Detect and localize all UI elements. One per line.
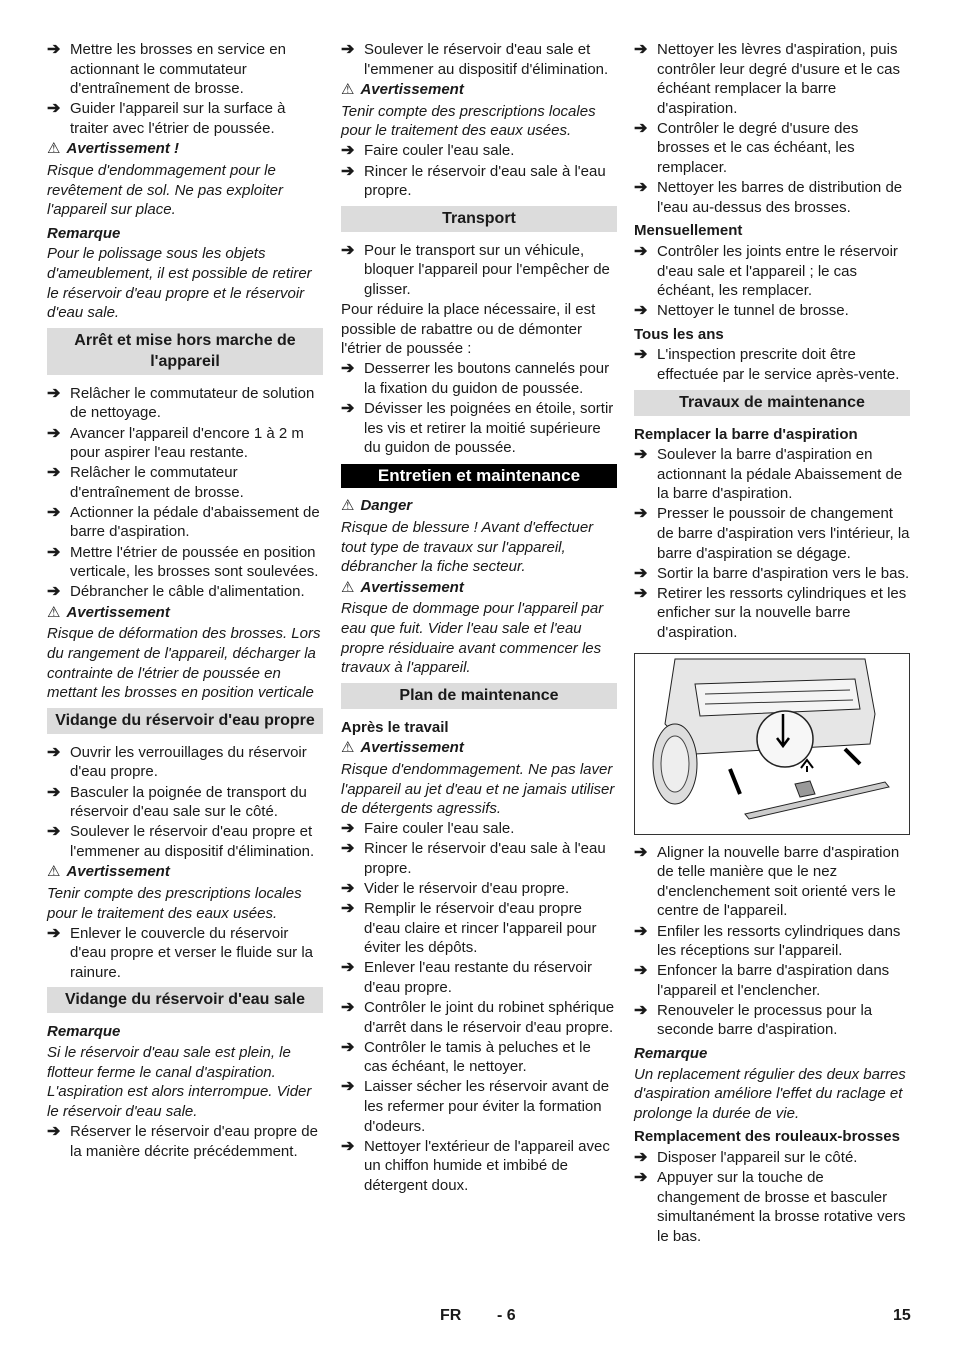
arrow-right-icon: ➔ [634, 922, 648, 940]
step-text: Nettoyer les barres de distribution de l'eau au-dessus des brosses. [657, 179, 903, 216]
instruction-step [634, 1168, 910, 1246]
warning-heading [341, 496, 617, 516]
instruction-step [47, 40, 323, 99]
arrow-right-icon: ➔ [341, 999, 355, 1017]
instruction-step [341, 998, 617, 1037]
step-text: Soulever la barre d'aspiration en actionnant la pédale Abaissement de la barre d'aspiration. [657, 446, 903, 503]
instruction-step [341, 241, 617, 300]
step-text: Basculer la poignée de transport du réservoir d'eau sale sur le côté. [70, 783, 307, 821]
warning-triangle-icon: ⚠ [341, 81, 355, 99]
arrow-right-icon: ➔ [341, 1137, 355, 1155]
warning-heading [47, 603, 323, 623]
arrow-right-icon: ➔ [634, 119, 648, 137]
instruction-step [341, 399, 617, 458]
arrow-right-icon: ➔ [634, 302, 648, 320]
step-text: Dévisser les poignées en étoile, sortir les vis et retirer la moitié supérieure du guidon de poussée. [364, 400, 614, 457]
arrow-right-icon: ➔ [634, 564, 648, 582]
arrow-right-icon: ➔ [341, 41, 355, 58]
arrow-right-icon: ➔ [634, 1001, 648, 1019]
footer-page-number: 15 [893, 1307, 911, 1324]
italic-note: Risque de blessure ! Avant d'effectuer tout type de travaux sur l'appareil, débrancher la fiche secteur. [341, 518, 594, 576]
step-text: Actionner la pédale d'abaissement de barre d'aspiration. [70, 503, 320, 541]
instruction-step [341, 1137, 617, 1196]
italic-note: Si le réservoir d'eau sale est plein, le flotteur ferme le canal d'aspiration. L'aspiration est alors interrompue. Vider le réservoir d'eau sale. [47, 1044, 312, 1120]
instruction-step [47, 543, 323, 582]
instruction-step [47, 822, 323, 861]
step-text: Retirer les ressorts cylindriques et les enficher sur la nouvelle barre d'aspiration. [657, 584, 907, 642]
section-heading: Transport [341, 206, 617, 232]
instruction-step [341, 879, 617, 899]
instruction-step [634, 843, 910, 921]
instruction-step [47, 1122, 323, 1161]
arrow-right-icon: ➔ [341, 400, 355, 417]
subheading: Après le travail [341, 718, 449, 736]
step-text: Faire couler l'eau sale. [364, 820, 515, 838]
warning-heading [341, 80, 617, 100]
instruction-step [634, 345, 910, 384]
step-text: Mettre les brosses en service en actionnant le commutateur d'entraînement de brosse. [70, 41, 286, 98]
arrow-right-icon: ➔ [47, 743, 61, 761]
arrow-right-icon: ➔ [634, 1149, 648, 1167]
warning-triangle-icon: ⚠ [341, 739, 355, 757]
italic-note: Tenir compte des prescriptions locales pour le traitement des eaux usées. [47, 884, 302, 922]
section-heading: Vidange du réservoir d'eau propre [47, 708, 323, 734]
arrow-right-icon: ➔ [341, 900, 355, 918]
instruction-step [47, 783, 323, 822]
italic-note: Risque de déformation des brosses. Lors du rangement de l'appareil, décharger la contrainte de l'étrier de poussée en mettant les brosses en position verticale [47, 625, 321, 702]
arrow-right-icon: ➔ [47, 1122, 61, 1140]
arrow-right-icon: ➔ [634, 505, 648, 523]
instruction-step [47, 582, 323, 602]
arrow-right-icon: ➔ [47, 583, 61, 601]
warning-triangle-icon: ⚠ [47, 863, 61, 881]
arrow-right-icon: ➔ [341, 840, 355, 858]
arrow-right-icon: ➔ [341, 142, 355, 160]
italic-note: Risque d'endommagement. Ne pas laver l'appareil au jet d'eau et ne jamais utiliser de détergents agressifs. [341, 760, 615, 818]
step-text: Débrancher le câble d'alimentation. [70, 583, 305, 601]
figure [634, 653, 910, 835]
instruction-step [47, 924, 323, 983]
step-text: Vider le réservoir d'eau propre. [364, 879, 570, 897]
arrow-right-icon: ➔ [47, 924, 61, 942]
section-heading: Vidange du réservoir d'eau sale [47, 987, 323, 1013]
instruction-step [47, 99, 323, 138]
step-text: Faire couler l'eau sale. [364, 142, 515, 160]
remark-heading: Remarque [47, 1023, 121, 1041]
arrow-right-icon: ➔ [634, 179, 648, 197]
instruction-step [341, 1038, 617, 1077]
arrow-right-icon: ➔ [47, 823, 61, 841]
warning-heading [341, 578, 617, 598]
warning-label: Avertissement [360, 739, 464, 757]
arrow-right-icon: ➔ [47, 503, 61, 521]
arrow-right-icon: ➔ [47, 424, 61, 442]
column-2 [341, 40, 617, 1196]
step-text: Rincer le réservoir d'eau sale à l'eau propre. [364, 840, 606, 877]
warning-triangle-icon: ⚠ [47, 140, 61, 158]
instruction-step [634, 178, 910, 217]
arrow-right-icon: ➔ [341, 1038, 355, 1056]
warning-label: Danger [360, 497, 413, 515]
arrow-right-icon: ➔ [634, 242, 648, 260]
instruction-step [634, 119, 910, 178]
step-text: Appuyer sur la touche de changement de brosse et basculer simultanément la brosse rotative vers le bas. [657, 1169, 906, 1245]
subheading: Mensuellement [634, 222, 743, 240]
step-text: Mettre l'étrier de poussée en position verticale, les brosses sont soulevées. [70, 543, 319, 581]
step-text: Sortir la barre d'aspiration vers le bas. [657, 564, 910, 582]
instruction-step [341, 162, 617, 201]
step-text: Contrôler le degré d'usure des brosses et le cas échéant, les remplacer. [657, 119, 859, 177]
arrow-right-icon: ➔ [47, 41, 61, 58]
step-text: Ouvrir les verrouillages du réservoir d'eau propre. [70, 743, 307, 781]
step-text: Remplir le réservoir d'eau propre d'eau claire et rincer l'appareil pour éviter les dépôts. [364, 900, 597, 957]
arrow-right-icon: ➔ [634, 446, 648, 464]
step-text: Contrôler le tamis à peluches et le cas échéant, le nettoyer. [364, 1038, 591, 1076]
arrow-right-icon: ➔ [47, 100, 61, 118]
arrow-right-icon: ➔ [634, 584, 648, 602]
step-text: Aligner la nouvelle barre d'aspiration de telle manière que le nez d'enclenchement soit orienté vers le centre de l'appareil. [657, 843, 900, 920]
instruction-step [634, 504, 910, 563]
step-text: Nettoyer l'extérieur de l'appareil avec un chiffon humide et imbibé de détergent doux. [364, 1137, 610, 1194]
step-text: Contrôler les joints entre le réservoir d'eau sale et l'appareil ; le cas échéant, les remplacer. [657, 242, 898, 300]
remark-heading: Remarque [47, 224, 121, 242]
arrow-right-icon: ➔ [634, 962, 648, 980]
instruction-step [341, 958, 617, 997]
warning-heading [341, 738, 617, 758]
step-text: Guider l'appareil sur la surface à traiter avec l'étrier de poussée. [70, 100, 286, 137]
step-text: L'inspection prescrite doit être effectuée par le service après-vente. [657, 346, 900, 383]
step-text: Soulever le réservoir d'eau sale et l'emmener au dispositif d'élimination. [364, 41, 609, 78]
instruction-step [634, 242, 910, 301]
instruction-step [47, 503, 323, 542]
step-text: Desserrer les boutons cannelés pour la fixation du guidon de poussée. [364, 360, 610, 397]
instruction-step [47, 384, 323, 423]
column-1 [47, 40, 323, 1162]
instruction-step [634, 301, 910, 321]
step-text: Enlever l'eau restante du réservoir d'eau propre. [364, 959, 592, 996]
instruction-step [341, 141, 617, 161]
arrow-right-icon: ➔ [341, 1078, 355, 1096]
remark-heading: Remarque [634, 1045, 708, 1063]
arrow-right-icon: ➔ [634, 843, 648, 861]
instruction-step [634, 564, 910, 584]
step-text: Pour le transport sur un véhicule, bloquer l'appareil pour l'empêcher de glisser. [364, 241, 610, 298]
instruction-step [634, 445, 910, 504]
subheading: Tous les ans [634, 325, 724, 343]
arrow-right-icon: ➔ [341, 820, 355, 838]
step-text: Réserver le réservoir d'eau propre de la manière décrite précédemment. [70, 1122, 318, 1160]
subheading: Remplacer la barre d'aspiration [634, 425, 858, 443]
step-text: Nettoyer le tunnel de brosse. [657, 302, 849, 320]
step-text: Enfiler les ressorts cylindriques dans les réceptions sur l'appareil. [657, 922, 901, 960]
section-heading: Travaux de maintenance [634, 390, 910, 416]
instruction-step [634, 1148, 910, 1168]
warning-heading [47, 139, 323, 159]
step-text: Disposer l'appareil sur le côté. [657, 1149, 858, 1167]
arrow-right-icon: ➔ [634, 41, 648, 58]
italic-note: Tenir compte des prescriptions locales pour le traitement des eaux usées. [341, 102, 596, 140]
instruction-step [47, 743, 323, 782]
step-text: Soulever le réservoir d'eau propre et l'emmener au dispositif d'élimination. [70, 823, 315, 860]
arrow-right-icon: ➔ [47, 384, 61, 402]
italic-note: Risque d'endommagement pour le revêtement de sol. Ne pas exploiter l'appareil sur place. [47, 162, 283, 219]
warning-label: Avertissement [66, 863, 170, 881]
step-text: Rincer le réservoir d'eau sale à l'eau propre. [364, 162, 606, 200]
arrow-right-icon: ➔ [341, 959, 355, 977]
instruction-step [634, 40, 910, 118]
step-text: Relâcher le commutateur d'entraînement de brosse. [70, 464, 244, 501]
warning-heading [47, 862, 323, 882]
warning-triangle-icon: ⚠ [47, 603, 61, 621]
instruction-step [634, 922, 910, 961]
warning-label: Avertissement ! [66, 140, 179, 158]
instruction-step [634, 961, 910, 1000]
warning-label: Avertissement [360, 81, 464, 99]
chapter-heading: Entretien et maintenance [341, 464, 617, 489]
arrow-right-icon: ➔ [634, 346, 648, 364]
arrow-right-icon: ➔ [634, 1169, 648, 1187]
italic-note: Un replacement régulier des deux barres d'aspiration améliore l'effet du raclage et prolonge la durée de vie. [634, 1065, 906, 1122]
instruction-step [341, 359, 617, 398]
instruction-step [634, 1001, 910, 1040]
arrow-right-icon: ➔ [47, 783, 61, 801]
instruction-step [341, 839, 617, 878]
italic-note: Pour le polissage sous les objets d'ameublement, il est possible de retirer le réservoir d'eau propre et le réservoir d'eau sale. [47, 245, 312, 322]
instruction-step [341, 1077, 617, 1136]
italic-note: Risque de dommage pour l'appareil par eau que fuit. Vider l'eau sale et l'eau propre résiduaire avant commencer les travaux à l'appareil. [341, 600, 604, 677]
step-text: Avancer l'appareil d'encore 1 à 2 m pour aspirer l'eau restante. [70, 424, 304, 462]
warning-triangle-icon: ⚠ [341, 578, 355, 596]
step-text: Nettoyer les lèvres d'aspiration, puis contrôler leur degré d'usure et le cas échéant remplacer la barre d'aspiration. [657, 41, 900, 117]
warning-label: Avertissement [66, 603, 170, 621]
section-heading: Plan de maintenance [341, 683, 617, 709]
footer-language: FR [440, 1307, 462, 1324]
subheading: Remplacement des rouleaux-brosses [634, 1128, 900, 1146]
step-text: Presser le poussoir de changement de barre d'aspiration vers l'intérieur, la barre d'aspiration se dégage. [657, 505, 910, 562]
footer-page-ref: - 6 [497, 1307, 516, 1324]
arrow-right-icon: ➔ [47, 464, 61, 482]
arrow-right-icon: ➔ [341, 879, 355, 897]
column-3 [634, 40, 910, 1247]
instruction-step [341, 819, 617, 839]
instruction-step [341, 899, 617, 958]
instruction-step [47, 463, 323, 502]
arrow-right-icon: ➔ [341, 360, 355, 378]
step-text: Enfoncer la barre d'aspiration dans l'appareil et l'enclencher. [657, 962, 890, 999]
instruction-step [341, 40, 617, 79]
squeegee-replacement-illustration [635, 654, 909, 834]
step-text: Contrôler le joint du robinet sphérique d'arrêt dans le réservoir d'eau propre. [364, 999, 615, 1036]
section-heading: Arrêt et mise hors marche de l'appareil [47, 328, 323, 375]
warning-label: Avertissement [360, 578, 464, 596]
step-text: Relâcher le commutateur de solution de nettoyage. [70, 384, 315, 422]
instruction-step [47, 424, 323, 463]
warning-triangle-icon: ⚠ [341, 497, 355, 515]
step-text: Laisser sécher les réservoir avant de les refermer pour éviter la formation d'odeurs. [364, 1078, 610, 1135]
instruction-step [634, 584, 910, 643]
step-text: Renouveler le processus pour la seconde barre d'aspiration. [657, 1001, 873, 1039]
arrow-right-icon: ➔ [341, 241, 355, 259]
paragraph: Pour réduire la place nécessaire, il est possible de rabattre ou de démonter l'étrier de poussée : [341, 301, 596, 358]
arrow-right-icon: ➔ [47, 543, 61, 561]
arrow-right-icon: ➔ [341, 162, 355, 180]
step-text: Enlever le couvercle du réservoir d'eau propre et verser le fluide sur la rainure. [70, 924, 313, 981]
